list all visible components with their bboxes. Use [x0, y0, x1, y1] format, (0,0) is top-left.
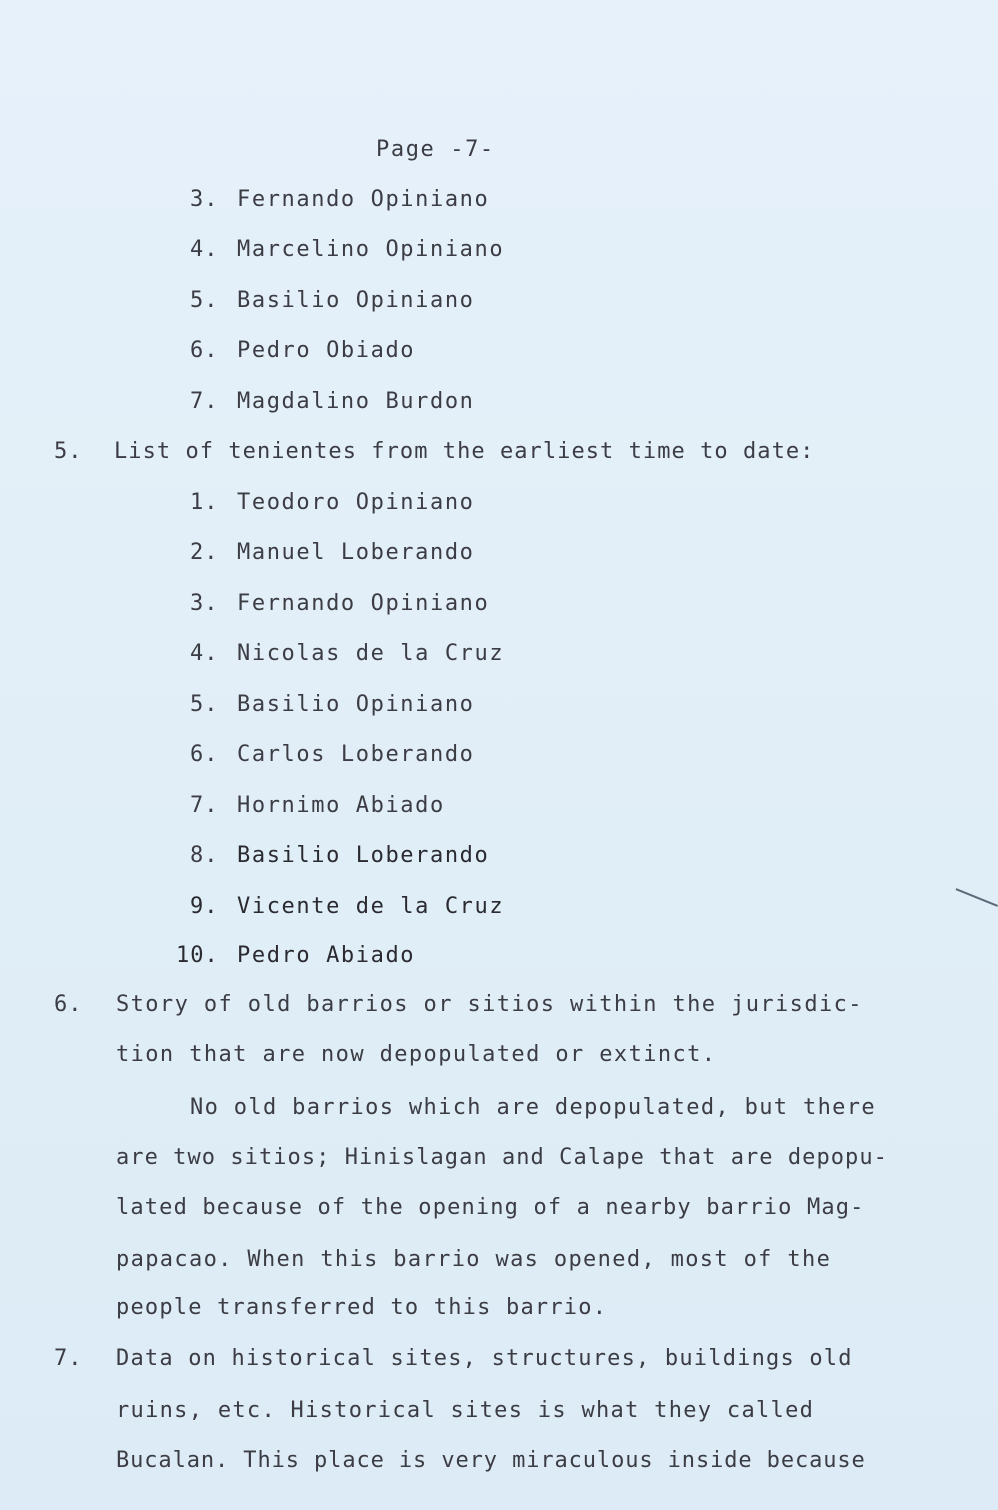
- item-name: Basilio Loberando: [237, 843, 490, 868]
- paragraph-line: lated because of the opening of a nearby barrio Mag-: [116, 1195, 865, 1220]
- item-name: Basilio Opiniano: [237, 692, 475, 717]
- item-number: 10.: [176, 943, 219, 968]
- item-number: 6.: [190, 742, 219, 767]
- paragraph-line: are two sitios; Hinislagan and Calape that are depopu-: [116, 1145, 888, 1170]
- item-number: 9.: [190, 894, 219, 919]
- item-name: Carlos Loberando: [237, 742, 475, 767]
- section-number: 6.: [54, 992, 83, 1017]
- item-name: Vicente de la Cruz: [237, 894, 505, 919]
- section-line: ruins, etc. Historical sites is what they called: [116, 1398, 815, 1423]
- item-name: Pedro Abiado: [237, 943, 416, 968]
- paragraph-line: papacao. When this barrio was opened, most of the: [116, 1247, 832, 1272]
- item-name: Nicolas de la Cruz: [237, 641, 505, 666]
- item-number: 4.: [190, 237, 219, 262]
- section-number: 5.: [54, 439, 83, 464]
- section-heading-line: tion that are now depopulated or extinct.: [116, 1042, 717, 1067]
- item-name: Fernando Opiniano: [237, 187, 490, 212]
- section-number: 7.: [54, 1346, 83, 1371]
- item-number: 2.: [190, 540, 219, 565]
- page-header: Page -7-: [376, 137, 495, 162]
- section-line: Data on historical sites, structures, buildings old: [116, 1346, 853, 1371]
- section-line: Bucalan. This place is very miraculous inside because: [116, 1448, 866, 1473]
- section-heading-line: Story of old barrios or sitios within the jurisdic-: [116, 992, 863, 1017]
- item-number: 5.: [190, 692, 219, 717]
- item-number: 7.: [190, 793, 219, 818]
- item-number: 5.: [190, 288, 219, 313]
- paper-fold-mark: [945, 888, 998, 933]
- item-number: 8.: [190, 843, 219, 868]
- item-name: Basilio Opiniano: [237, 288, 475, 313]
- paragraph-line: No old barrios which are depopulated, but there: [190, 1095, 876, 1120]
- item-number: 7.: [190, 389, 219, 414]
- item-number: 1.: [190, 490, 219, 515]
- item-number: 3.: [190, 591, 219, 616]
- item-name: Magdalino Burdon: [237, 389, 475, 414]
- item-name: Teodoro Opiniano: [237, 490, 475, 515]
- section-heading: List of tenientes from the earliest time to date:: [114, 439, 815, 464]
- item-number: 4.: [190, 641, 219, 666]
- item-name: Hornimo Abiado: [237, 793, 445, 818]
- paragraph-line: people transferred to this barrio.: [116, 1295, 608, 1320]
- item-name: Marcelino Opiniano: [237, 237, 505, 262]
- item-number: 3.: [190, 187, 219, 212]
- item-name: Fernando Opiniano: [237, 591, 490, 616]
- item-number: 6.: [190, 338, 219, 363]
- item-name: Manuel Loberando: [237, 540, 475, 565]
- item-name: Pedro Obiado: [237, 338, 416, 363]
